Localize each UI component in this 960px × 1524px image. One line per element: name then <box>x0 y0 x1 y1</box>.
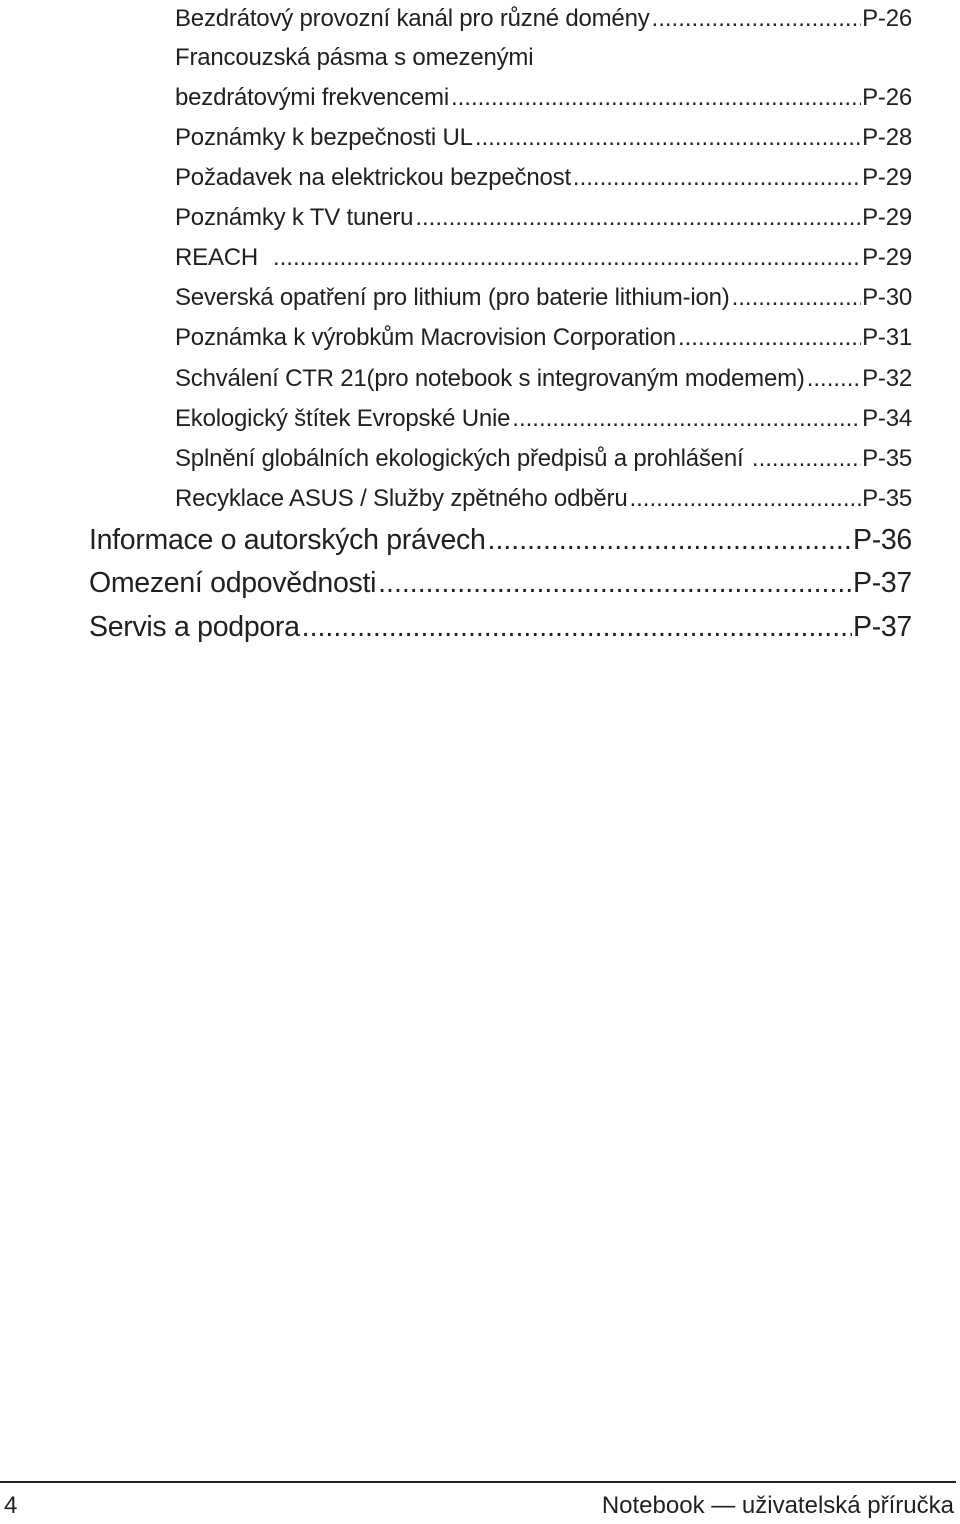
toc-entry[interactable] <box>175 160 912 196</box>
toc-entry-title: Ekologický štítek Evropské Unie <box>175 405 511 432</box>
dot-leader <box>807 361 861 397</box>
toc-entry[interactable] <box>175 320 912 356</box>
toc-entry-page: P-26 <box>862 5 912 32</box>
toc-main-entry-page: P-36 <box>852 524 912 556</box>
toc-entry-page: P-29 <box>862 244 912 271</box>
toc-entry-title: Požadavek na elektrickou bezpečnost <box>175 164 571 191</box>
toc-entry[interactable] <box>175 120 912 156</box>
toc-entry-page: P-29 <box>862 204 912 231</box>
toc-entry-page: P-29 <box>862 164 912 191</box>
toc-entry-page: P-28 <box>862 124 912 151</box>
toc-entry[interactable] <box>175 401 912 437</box>
footer-document-title: Notebook — uživatelská příručka <box>601 1492 954 1519</box>
toc-entry-page: P-31 <box>862 324 912 351</box>
toc-entry-title-line1: Francouzská pásma s omezenými <box>175 44 534 71</box>
footer-page-number: 4 <box>4 1492 18 1519</box>
toc-main-entry[interactable] <box>89 563 912 603</box>
toc-entry[interactable] <box>175 481 912 517</box>
toc-entry[interactable] <box>175 441 912 477</box>
toc-entry-title: REACH <box>175 244 271 271</box>
dot-leader <box>732 280 862 316</box>
toc-main-entry[interactable] <box>89 607 912 647</box>
dot-leader <box>451 80 861 116</box>
dot-leader <box>488 520 852 560</box>
toc-entry[interactable] <box>175 280 912 316</box>
toc-main-entry-title: Omezení odpovědnosti <box>89 567 377 599</box>
dot-leader <box>752 441 861 477</box>
toc-entry-title: bezdrátovými frekvencemi <box>175 84 449 111</box>
dot-leader <box>573 160 861 196</box>
dot-leader <box>273 240 861 276</box>
toc-main-entry[interactable] <box>89 520 912 560</box>
toc-entry[interactable] <box>175 361 912 397</box>
toc-entry-title: Poznámky k TV tuneru <box>175 204 414 231</box>
toc-entry-page: P-34 <box>862 405 912 432</box>
toc-entry[interactable] <box>175 240 912 276</box>
toc-main-entry-page: P-37 <box>852 611 912 643</box>
toc-entry-page: P-32 <box>862 365 912 392</box>
toc-main-entry-title: Servis a podpora <box>89 611 300 643</box>
dot-leader <box>415 200 861 236</box>
dot-leader <box>512 401 861 437</box>
dot-leader <box>678 320 861 356</box>
toc-main-entry-title: Informace o autorských právech <box>89 524 486 556</box>
toc-entry-title: Splnění globálních ekologických předpisů a prohlášení <box>175 445 750 472</box>
dot-leader <box>652 1 862 37</box>
toc-entry[interactable] <box>175 1 912 37</box>
dot-leader <box>629 481 861 517</box>
toc-entry-title: Severská opatření pro lithium (pro baterie lithium-ion) <box>175 284 730 311</box>
footer-divider <box>0 1481 956 1483</box>
toc-entry-page: P-26 <box>862 84 912 111</box>
toc-entry-title: Recyklace ASUS / Služby zpětného odběru <box>175 485 628 512</box>
toc-entry-title: Bezdrátový provozní kanál pro různé domény <box>175 5 650 32</box>
toc-entry-title: Schválení CTR 21(pro notebook s integrovaným modemem) <box>175 365 805 392</box>
dot-leader <box>302 607 852 647</box>
toc-entry-title: Poznámky k bezpečnosti UL <box>175 124 473 151</box>
toc-main-entry-page: P-37 <box>852 567 912 599</box>
toc-entry[interactable] <box>175 200 912 236</box>
toc-entry-page: P-35 <box>862 445 912 472</box>
toc-entry-title: Poznámka k výrobkům Macrovision Corporation <box>175 324 676 351</box>
toc-entry[interactable] <box>175 80 912 116</box>
dot-leader <box>378 563 852 603</box>
toc-entry-page: P-35 <box>862 485 912 512</box>
toc-entry-page: P-30 <box>862 284 912 311</box>
dot-leader <box>475 120 861 156</box>
